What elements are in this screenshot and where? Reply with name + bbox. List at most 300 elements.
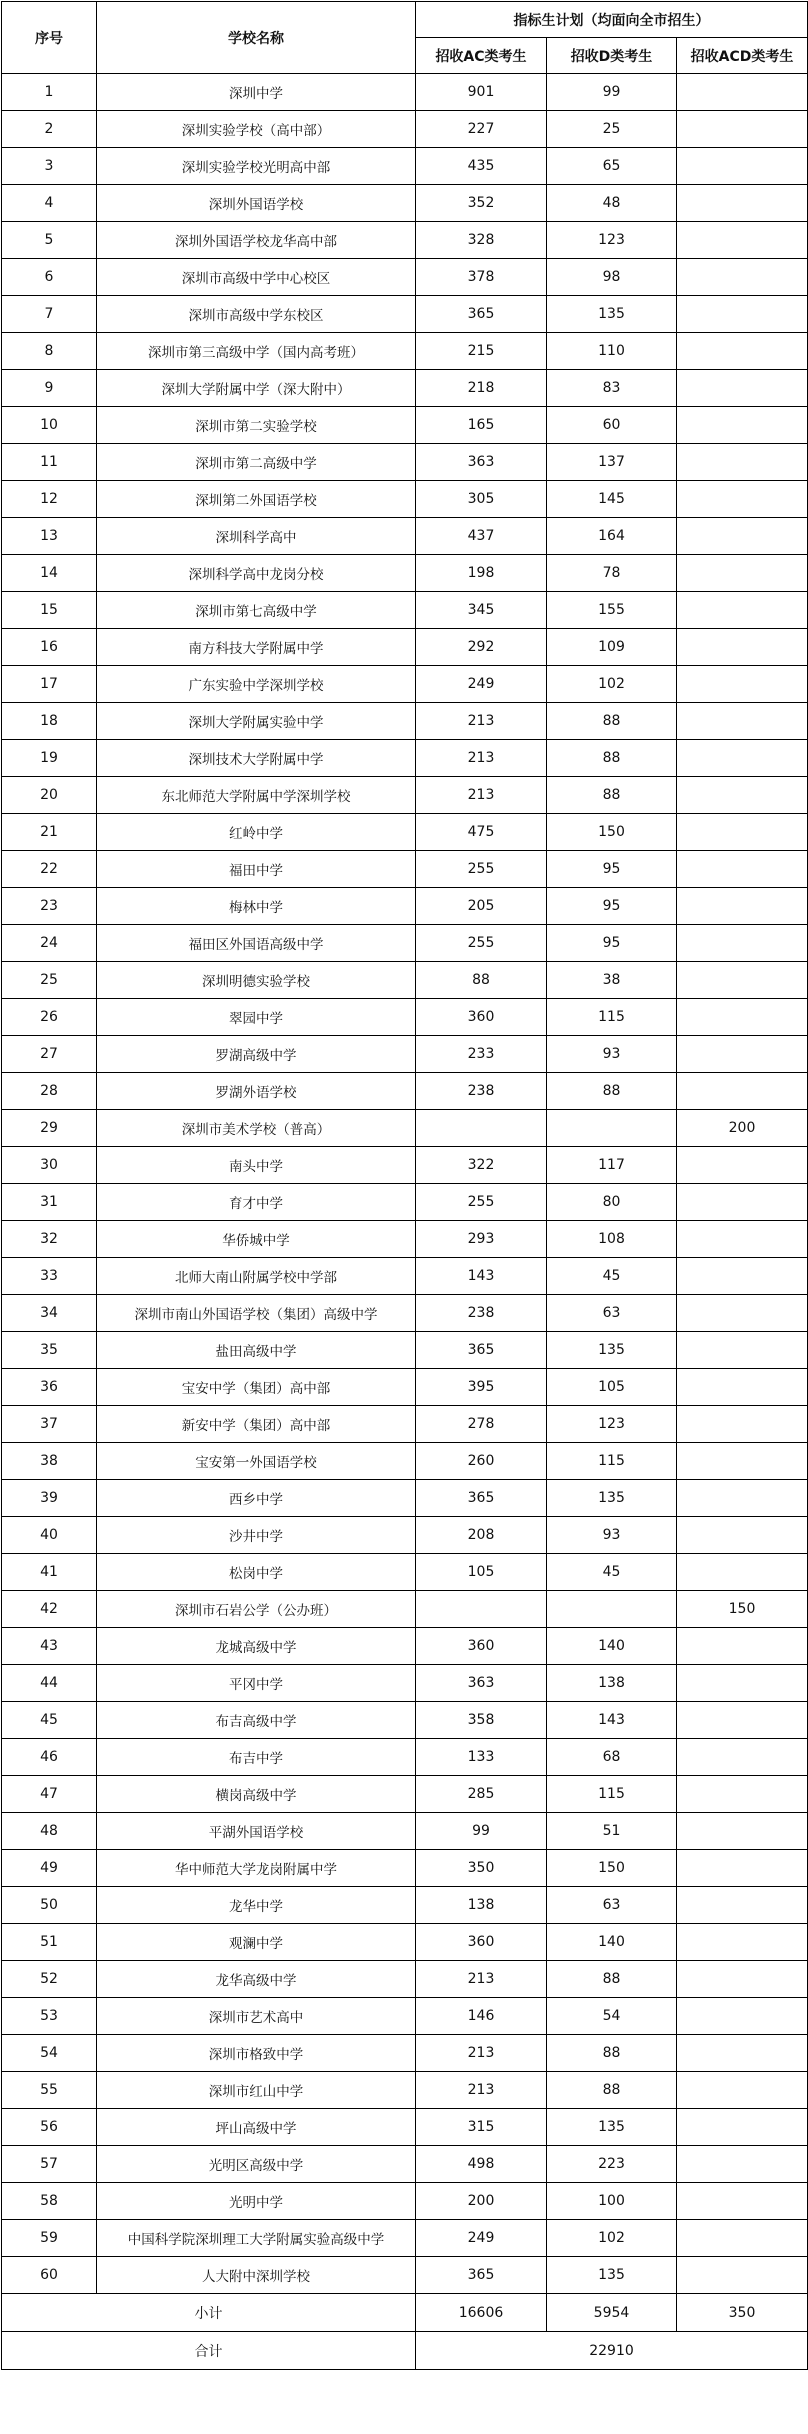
table-row (2, 1850, 808, 1887)
cell-acd (677, 1887, 808, 1924)
cell-d: 88 (547, 2072, 677, 2109)
cell-seq: 22 (2, 851, 97, 888)
table-row (2, 2183, 808, 2220)
cell-d: 145 (547, 481, 677, 518)
cell-school-name: 横岗高级中学 (97, 1776, 416, 1813)
table-row (2, 1332, 808, 1369)
cell-school-name: 布吉中学 (97, 1739, 416, 1776)
cell-school-name: 深圳市第二实验学校 (97, 407, 416, 444)
cell-ac: 146 (416, 1998, 547, 2035)
table-row (2, 111, 808, 148)
cell-ac: 105 (416, 1554, 547, 1591)
subtotal-ac: 16606 (416, 2294, 547, 2332)
cell-ac: 352 (416, 185, 547, 222)
header-plan: 指标生计划（均面向全市招生） (416, 2, 808, 38)
table-row (2, 703, 808, 740)
cell-seq: 42 (2, 1591, 97, 1628)
cell-d: 102 (547, 2220, 677, 2257)
cell-acd (677, 1406, 808, 1443)
cell-d: 135 (547, 1480, 677, 1517)
cell-ac: 213 (416, 740, 547, 777)
table-row (2, 1221, 808, 1258)
cell-d: 88 (547, 1961, 677, 1998)
cell-d: 98 (547, 259, 677, 296)
cell-acd (677, 1073, 808, 1110)
cell-acd (677, 518, 808, 555)
cell-d: 140 (547, 1628, 677, 1665)
cell-school-name: 深圳中学 (97, 74, 416, 111)
cell-seq: 12 (2, 481, 97, 518)
cell-ac: 208 (416, 1517, 547, 1554)
cell-d: 135 (547, 2109, 677, 2146)
cell-d: 99 (547, 74, 677, 111)
cell-ac: 260 (416, 1443, 547, 1480)
cell-d: 115 (547, 1443, 677, 1480)
cell-acd (677, 1739, 808, 1776)
table-row (2, 1554, 808, 1591)
table-row (2, 888, 808, 925)
cell-d: 135 (547, 2257, 677, 2294)
table-row (2, 333, 808, 370)
cell-acd: 150 (677, 1591, 808, 1628)
cell-d: 138 (547, 1665, 677, 1702)
cell-d: 137 (547, 444, 677, 481)
cell-school-name: 深圳市南山外国语学校（集团）高级中学 (97, 1295, 416, 1332)
table-row (2, 222, 808, 259)
cell-school-name: 罗湖高级中学 (97, 1036, 416, 1073)
cell-seq: 3 (2, 148, 97, 185)
cell-seq: 14 (2, 555, 97, 592)
cell-d: 109 (547, 629, 677, 666)
table-row (2, 444, 808, 481)
table-row (2, 1665, 808, 1702)
cell-seq: 37 (2, 1406, 97, 1443)
cell-ac: 365 (416, 1332, 547, 1369)
cell-d: 123 (547, 1406, 677, 1443)
table-row (2, 2257, 808, 2294)
cell-d: 93 (547, 1036, 677, 1073)
cell-acd (677, 111, 808, 148)
cell-school-name: 深圳实验学校（高中部） (97, 111, 416, 148)
cell-school-name: 深圳技术大学附属中学 (97, 740, 416, 777)
cell-school-name: 深圳科学高中 (97, 518, 416, 555)
cell-d: 48 (547, 185, 677, 222)
cell-ac: 255 (416, 1184, 547, 1221)
cell-seq: 48 (2, 1813, 97, 1850)
cell-school-name: 福田区外国语高级中学 (97, 925, 416, 962)
cell-school-name: 深圳实验学校光明高中部 (97, 148, 416, 185)
cell-school-name: 深圳市高级中学东校区 (97, 296, 416, 333)
cell-ac: 358 (416, 1702, 547, 1739)
cell-acd (677, 1776, 808, 1813)
cell-seq: 49 (2, 1850, 97, 1887)
table-row (2, 1961, 808, 1998)
cell-school-name: 深圳科学高中龙岗分校 (97, 555, 416, 592)
cell-ac: 227 (416, 111, 547, 148)
cell-school-name: 松岗中学 (97, 1554, 416, 1591)
cell-ac: 350 (416, 1850, 547, 1887)
cell-ac: 249 (416, 666, 547, 703)
cell-school-name: 福田中学 (97, 851, 416, 888)
cell-seq: 50 (2, 1887, 97, 1924)
cell-school-name: 罗湖外语学校 (97, 1073, 416, 1110)
header-seq: 序号 (2, 2, 97, 74)
cell-acd (677, 703, 808, 740)
table-row (2, 2109, 808, 2146)
table-row (2, 1887, 808, 1924)
cell-ac: 435 (416, 148, 547, 185)
cell-seq: 9 (2, 370, 97, 407)
cell-acd (677, 629, 808, 666)
cell-acd (677, 888, 808, 925)
cell-school-name: 宝安第一外国语学校 (97, 1443, 416, 1480)
cell-acd (677, 555, 808, 592)
header-acd: 招收ACD类考生 (677, 38, 808, 74)
cell-ac: 305 (416, 481, 547, 518)
cell-school-name: 人大附中深圳学校 (97, 2257, 416, 2294)
cell-d: 95 (547, 925, 677, 962)
cell-d: 117 (547, 1147, 677, 1184)
cell-ac: 378 (416, 259, 547, 296)
cell-acd (677, 444, 808, 481)
cell-seq: 52 (2, 1961, 97, 1998)
cell-school-name: 观澜中学 (97, 1924, 416, 1961)
cell-seq: 24 (2, 925, 97, 962)
cell-acd (677, 333, 808, 370)
header-ac: 招收AC类考生 (416, 38, 547, 74)
table-row (2, 925, 808, 962)
cell-seq: 45 (2, 1702, 97, 1739)
cell-school-name: 南方科技大学附属中学 (97, 629, 416, 666)
cell-school-name: 深圳市高级中学中心校区 (97, 259, 416, 296)
cell-d: 95 (547, 851, 677, 888)
cell-seq: 44 (2, 1665, 97, 1702)
cell-ac: 360 (416, 1924, 547, 1961)
cell-ac: 255 (416, 925, 547, 962)
cell-acd (677, 222, 808, 259)
table-row (2, 1369, 808, 1406)
cell-d: 143 (547, 1702, 677, 1739)
cell-acd (677, 814, 808, 851)
table-row (2, 1628, 808, 1665)
cell-acd (677, 2072, 808, 2109)
cell-d: 65 (547, 148, 677, 185)
table-row (2, 74, 808, 111)
table-row (2, 1924, 808, 1961)
cell-d: 38 (547, 962, 677, 999)
cell-ac: 365 (416, 296, 547, 333)
cell-school-name: 平冈中学 (97, 1665, 416, 1702)
cell-ac: 285 (416, 1776, 547, 1813)
cell-school-name: 西乡中学 (97, 1480, 416, 1517)
cell-ac: 165 (416, 407, 547, 444)
cell-school-name: 坪山高级中学 (97, 2109, 416, 2146)
cell-acd (677, 185, 808, 222)
cell-acd (677, 1443, 808, 1480)
cell-ac: 360 (416, 999, 547, 1036)
cell-ac: 88 (416, 962, 547, 999)
cell-acd (677, 1480, 808, 1517)
cell-ac: 205 (416, 888, 547, 925)
cell-school-name: 梅林中学 (97, 888, 416, 925)
cell-ac: 143 (416, 1258, 547, 1295)
table-row (2, 148, 808, 185)
cell-school-name: 宝安中学（集团）高中部 (97, 1369, 416, 1406)
cell-school-name: 深圳明德实验学校 (97, 962, 416, 999)
table-body (2, 74, 808, 2294)
cell-d: 100 (547, 2183, 677, 2220)
table-row (2, 592, 808, 629)
cell-ac: 99 (416, 1813, 547, 1850)
cell-school-name: 龙华中学 (97, 1887, 416, 1924)
table-footer (2, 2294, 808, 2370)
table-row (2, 259, 808, 296)
quota-table (1, 1, 808, 2370)
cell-acd (677, 407, 808, 444)
cell-d: 45 (547, 1554, 677, 1591)
cell-school-name: 深圳市第二高级中学 (97, 444, 416, 481)
table-row (2, 1702, 808, 1739)
header-school: 学校名称 (97, 2, 416, 74)
cell-acd (677, 1295, 808, 1332)
cell-seq: 31 (2, 1184, 97, 1221)
subtotal-d: 5954 (547, 2294, 677, 2332)
cell-school-name: 深圳外国语学校龙华高中部 (97, 222, 416, 259)
cell-seq: 57 (2, 2146, 97, 2183)
cell-school-name: 中国科学院深圳理工大学附属实验高级中学 (97, 2220, 416, 2257)
table-row (2, 1073, 808, 1110)
cell-seq: 8 (2, 333, 97, 370)
cell-acd (677, 1332, 808, 1369)
cell-ac: 213 (416, 1961, 547, 1998)
table-row (2, 1258, 808, 1295)
cell-school-name: 深圳市第七高级中学 (97, 592, 416, 629)
cell-acd (677, 962, 808, 999)
cell-acd (677, 370, 808, 407)
cell-seq: 27 (2, 1036, 97, 1073)
cell-seq: 20 (2, 777, 97, 814)
cell-d: 88 (547, 703, 677, 740)
cell-d: 54 (547, 1998, 677, 2035)
cell-acd (677, 1924, 808, 1961)
cell-seq: 53 (2, 1998, 97, 2035)
cell-school-name: 布吉高级中学 (97, 1702, 416, 1739)
cell-acd (677, 74, 808, 111)
table-row (2, 1147, 808, 1184)
cell-d: 105 (547, 1369, 677, 1406)
cell-ac: 365 (416, 1480, 547, 1517)
cell-ac: 365 (416, 2257, 547, 2294)
cell-acd (677, 2146, 808, 2183)
cell-seq: 30 (2, 1147, 97, 1184)
cell-ac: 322 (416, 1147, 547, 1184)
cell-school-name: 深圳市格致中学 (97, 2035, 416, 2072)
cell-d: 164 (547, 518, 677, 555)
table-row (2, 1036, 808, 1073)
cell-seq: 25 (2, 962, 97, 999)
cell-acd (677, 296, 808, 333)
table-row (2, 629, 808, 666)
cell-seq: 2 (2, 111, 97, 148)
cell-seq: 35 (2, 1332, 97, 1369)
cell-d (547, 1591, 677, 1628)
cell-school-name: 深圳市第三高级中学（国内高考班） (97, 333, 416, 370)
cell-seq: 10 (2, 407, 97, 444)
cell-d: 83 (547, 370, 677, 407)
cell-ac: 215 (416, 333, 547, 370)
table-row (2, 2146, 808, 2183)
cell-school-name: 华侨城中学 (97, 1221, 416, 1258)
cell-d: 88 (547, 740, 677, 777)
cell-school-name: 深圳市艺术高中 (97, 1998, 416, 2035)
cell-seq: 28 (2, 1073, 97, 1110)
cell-acd (677, 2220, 808, 2257)
cell-seq: 7 (2, 296, 97, 333)
cell-seq: 13 (2, 518, 97, 555)
table-row (2, 1295, 808, 1332)
cell-acd (677, 1665, 808, 1702)
table-row (2, 1998, 808, 2035)
cell-d: 110 (547, 333, 677, 370)
cell-ac: 437 (416, 518, 547, 555)
table-header (2, 2, 808, 74)
cell-d: 68 (547, 1739, 677, 1776)
cell-ac: 475 (416, 814, 547, 851)
cell-seq: 56 (2, 2109, 97, 2146)
table-row (2, 1776, 808, 1813)
cell-d: 25 (547, 111, 677, 148)
cell-d: 123 (547, 222, 677, 259)
table-row (2, 2220, 808, 2257)
cell-school-name: 北师大南山附属学校中学部 (97, 1258, 416, 1295)
table-row (2, 185, 808, 222)
cell-seq: 43 (2, 1628, 97, 1665)
cell-d: 63 (547, 1295, 677, 1332)
table-row (2, 851, 808, 888)
cell-seq: 26 (2, 999, 97, 1036)
subtotal-label: 小计 (2, 2294, 416, 2332)
cell-acd (677, 1628, 808, 1665)
cell-acd (677, 2183, 808, 2220)
cell-ac: 315 (416, 2109, 547, 2146)
total-value: 22910 (416, 2332, 808, 2370)
cell-seq: 41 (2, 1554, 97, 1591)
cell-seq: 21 (2, 814, 97, 851)
cell-seq: 15 (2, 592, 97, 629)
cell-school-name: 深圳市石岩公学（公办班） (97, 1591, 416, 1628)
cell-seq: 34 (2, 1295, 97, 1332)
cell-seq: 55 (2, 2072, 97, 2109)
cell-acd (677, 2257, 808, 2294)
cell-seq: 47 (2, 1776, 97, 1813)
cell-acd (677, 1147, 808, 1184)
cell-seq: 4 (2, 185, 97, 222)
cell-school-name: 育才中学 (97, 1184, 416, 1221)
cell-ac: 255 (416, 851, 547, 888)
cell-acd (677, 777, 808, 814)
cell-acd (677, 1961, 808, 1998)
table-row (2, 407, 808, 444)
cell-seq: 16 (2, 629, 97, 666)
cell-seq: 6 (2, 259, 97, 296)
cell-d: 95 (547, 888, 677, 925)
cell-acd (677, 1554, 808, 1591)
cell-seq: 19 (2, 740, 97, 777)
cell-ac: 238 (416, 1295, 547, 1332)
cell-seq: 18 (2, 703, 97, 740)
cell-acd: 200 (677, 1110, 808, 1147)
cell-acd (677, 1998, 808, 2035)
cell-seq: 5 (2, 222, 97, 259)
cell-ac: 363 (416, 1665, 547, 1702)
header-d: 招收D类考生 (547, 38, 677, 74)
table-row (2, 1480, 808, 1517)
cell-d: 115 (547, 999, 677, 1036)
cell-seq: 51 (2, 1924, 97, 1961)
cell-seq: 1 (2, 74, 97, 111)
cell-ac: 498 (416, 2146, 547, 2183)
table-row (2, 481, 808, 518)
cell-ac: 138 (416, 1887, 547, 1924)
cell-ac (416, 1110, 547, 1147)
cell-school-name: 深圳外国语学校 (97, 185, 416, 222)
cell-d (547, 1110, 677, 1147)
cell-d: 93 (547, 1517, 677, 1554)
cell-school-name: 沙井中学 (97, 1517, 416, 1554)
table-row (2, 1591, 808, 1628)
cell-school-name: 深圳市红山中学 (97, 2072, 416, 2109)
cell-acd (677, 1258, 808, 1295)
table-row (2, 666, 808, 703)
cell-d: 80 (547, 1184, 677, 1221)
cell-ac: 360 (416, 1628, 547, 1665)
cell-ac: 233 (416, 1036, 547, 1073)
cell-school-name: 龙城高级中学 (97, 1628, 416, 1665)
cell-d: 223 (547, 2146, 677, 2183)
cell-acd (677, 1702, 808, 1739)
cell-ac: 293 (416, 1221, 547, 1258)
cell-school-name: 平湖外国语学校 (97, 1813, 416, 1850)
table-row (2, 2035, 808, 2072)
cell-acd (677, 1221, 808, 1258)
cell-seq: 60 (2, 2257, 97, 2294)
cell-ac: 213 (416, 2035, 547, 2072)
cell-seq: 46 (2, 1739, 97, 1776)
cell-school-name: 光明区高级中学 (97, 2146, 416, 2183)
cell-school-name: 翠园中学 (97, 999, 416, 1036)
table-row (2, 2072, 808, 2109)
cell-school-name: 光明中学 (97, 2183, 416, 2220)
cell-d: 63 (547, 1887, 677, 1924)
cell-acd (677, 851, 808, 888)
table-row (2, 1739, 808, 1776)
total-label: 合计 (2, 2332, 416, 2370)
cell-d: 135 (547, 1332, 677, 1369)
cell-acd (677, 1517, 808, 1554)
cell-ac: 133 (416, 1739, 547, 1776)
table-row (2, 1184, 808, 1221)
table-row (2, 740, 808, 777)
cell-seq: 40 (2, 1517, 97, 1554)
cell-seq: 39 (2, 1480, 97, 1517)
table-row (2, 1110, 808, 1147)
cell-d: 78 (547, 555, 677, 592)
cell-d: 155 (547, 592, 677, 629)
cell-seq: 58 (2, 2183, 97, 2220)
cell-acd (677, 148, 808, 185)
cell-d: 108 (547, 1221, 677, 1258)
cell-ac: 213 (416, 2072, 547, 2109)
